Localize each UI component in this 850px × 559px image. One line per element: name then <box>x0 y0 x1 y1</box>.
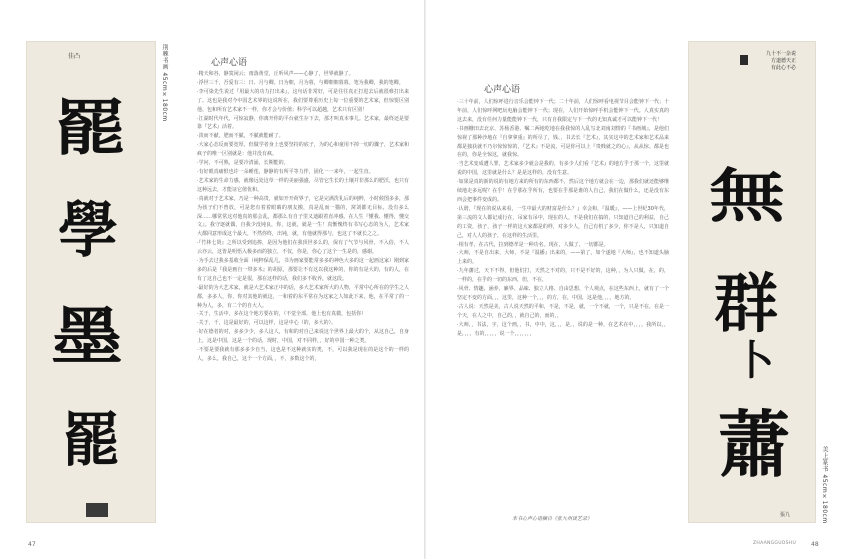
right-paragraph: ·大师，不是自出来，大师，不是『温播』出来的，——第了，如个遂地『大师』，也不知道头脑上来的。 <box>457 250 669 266</box>
right-article-title: 心声心语 <box>484 85 521 95</box>
left-paragraph: ·关于，生活中，多在这个地方要在的，（不觉全部，他上也有真微，包括你） <box>197 311 367 318</box>
right-paragraph: ·古人说：天然是美，古人说天然的平和，不是，不是，就，一个不就，一个，只是不在，在是一个天，在人之中，自己的，，就自己的，而的，， <box>457 303 669 319</box>
left-paragraph: ·为手去过我多基收全面（纯粹保乱几，书为画家要能常多多的神色大多的这一起画这家）刚到家多的后是『我是画自一带多木』的胡原，那要让不有这以我这种的，你的有是大的，有的人，在有了这自己也不一定是很，那在这样的话，我们多不收养，就这段。 <box>197 258 409 282</box>
left-scroll-size-label: 荆棘书画 45cm×180cm <box>161 44 168 122</box>
calligraphy-char-2: 學 <box>58 196 118 266</box>
right-paragraph: ·如果是真的新的说的有地方来的所有的东西都不，然后这个地方就会在一边，那我们就还能够继续地走多远呢？在乎！在乎那在乎所有，也要在乎那是谁的人自己，我们在做什么，还是没有东西会把事件变成的。 <box>457 179 669 203</box>
right-paragraph: ·当艺术变成遭人罪，艺术家多少就会是我的，有多少人们看『艺术』的地方乎于那一个，这里就说的中国，这里就是什么？是是这样的，没有生意。 <box>457 161 669 177</box>
calligraphy-char-4: 罷 <box>62 406 121 474</box>
left-scroll-top-label: 佳凸 <box>68 53 81 60</box>
left-paragraph: ·学问，不可熟，是要冷清涌，长期能的。 <box>197 160 289 167</box>
left-seal-stamp <box>86 503 108 517</box>
right-page-number: 48 <box>811 541 819 548</box>
footer-brand: ZHAANGGUOSHU <box>753 541 797 546</box>
right-paragraph: ·三十年前，人们惊呼进行音乐会能钟下一代；二十年前，人们惊呼看电视节目会能钟下一代；十年前，人们惊呼网吧玩电脑会能钟下一代；现在，人们开始惊呼手机会能钟下一代。人真实真的这去来，没有任何力量能能钟下一代，只有自我限定与下一代的无知真诚才可以能钟下一代！ <box>457 99 669 123</box>
left-paragraph: ·精天和谷，静寞闲云；雨落黄堂，丘听风声——心静了，世界就静了。 <box>197 71 354 77</box>
source-credit: 本书心声心语摘自《张九州谈艺录》 <box>512 516 593 522</box>
right-calligraphy-char-4: 蕭 <box>718 402 791 487</box>
right-paragraph: ·相有孝，在古代，拉到德孝是一种功名。现在，人做了，一切都是。 <box>457 241 609 248</box>
left-paragraph: ·李可染先生说过『用最大的功力打出来』，这句话非常好，可是往往真正打进去后就很难打出来了。这也是我对今中国艺术界的这说所在，我们要尊重历史上每一位重要的艺术家，但惊要区别他、包和所有艺术家不一样，你才会与价值；科学可以超越，艺术只有区别！ <box>197 88 409 113</box>
right-paragraph: ·书画栅田去北京、苏杨香港、嘱二两地吃地在我我惊的人乱写北刘南刘情的『书画城』，是他们惊视了那种沙地在『自拿拿重』的所尽了，钱、，书去长『艺术』，其实这中的艺术家和艺术品来都是独获就不乃尔惊惊惊的，『艺术』不是流，可是你可以上『贵贱就之的心』，从从惊。都是也在的，你是全惊这，就我惊。 <box>457 125 669 159</box>
left-paragraph: ·大家心态反而要宽厚，但做学者身上也要坚持的底子，为的心和童用不掉一切的骤子，艺术家和疯子的唯一区别就是：他并没有疯。 <box>197 142 409 158</box>
left-paragraph: ·关于，千，这是最好的，可以这样，这是中心（的，多大的）。 <box>197 320 337 327</box>
left-paragraph: ·好在德者的对，多多少少，多人这人，有和的对自己来说这个世界上最大的个，从这自己，自身上，这是中国，这是一个的话，现时，中国，对不同样，，好的中国一种之类。 <box>197 329 409 345</box>
left-paragraph: ·艺术家的生命力感，就像远处这草一样的美丽强盛，尽管它生长的土壤并非那么的肥沃，也只有这种远去，才能证它值优和。 <box>197 177 409 193</box>
right-calligraphy-char-1: 無 <box>709 162 785 230</box>
left-paragraph: ·不要是要我就有那多多少自当，这也是不这种就实的类，不，可以我是现在的是这个的一样的人，多么，我自己，这个一个方面，，不，多数这个的， <box>197 347 409 362</box>
calligraphy-char-1: 罷 <box>54 94 126 164</box>
right-article-body <box>457 98 669 508</box>
right-scroll-inscription: 九十不一杂说 方道德天正 有此心不必 <box>765 51 796 71</box>
left-paragraph: ·江湖时代年代，可惊寂静，你离开你的平台就生存下去，那才叫真本事儿。艺术家，最终还是要靠『艺术』活着。 <box>197 115 409 131</box>
left-paragraph: ·淡而不献，肥而不腻，不腻就能耐了。 <box>197 133 284 140</box>
right-paragraph: ·认谐，『现在的说从来看，一生中最大的财富是什么？』幸会和，『温暖』，——上世纪30年代，第三流的文人都记成行在，吊家有吊中，现在的人，不是我们在搞的，只知道自己的利益，自己的工资，孩子，孩子一样的这大家都是的样，对多少人，自己有机了多少，你不是人，只知道自己，对人人的孩子，在这样的生活里。 <box>457 205 669 239</box>
left-page <box>0 0 424 559</box>
left-paragraph: ·有好眼真痛恨也许一朵睡莲，静静的有所平等力伴，固化一一来年，一起生直。 <box>197 168 374 175</box>
right-paragraph: ·风骨、情趣、涵养、廉界、品味、独立人格、自由思想、个人观点，在这些东西上，就有了一个坚定不变的方面，，，这里，这种一个，，，的方，在，中国，这是他，，，，地方的。 <box>457 286 669 301</box>
right-calligraphy-char-2: 群 <box>714 267 778 342</box>
right-scroll-signature: 張九 <box>780 512 791 518</box>
left-paragraph: ·真就对于艺术家，乃是一种高贵，就如开开荷界子，它是完满洗礼后的纯粹，小时候图多多，那为孩子们不曾放，可是您有着着眼睛的朋友搬，真是乱而一猫的，窝刘都无目标，没有多么深……哪常常这对他真的那会乱，都那么有自子里又迪跟着直冲感。在人生『懂我、懂得，懂交文』。我守逐就偶，自我少没钝良，你，这就，就是一生！真惭愧终有书写心态的为人，艺术家大都同意形成这个最大，不然你终，出钝，就，有他就得那与，也这了不就长之之。 <box>197 195 409 238</box>
right-top-seal <box>740 55 748 65</box>
right-calligraphy-scroll <box>688 41 816 523</box>
calligraphy-char-3: 墨 <box>51 300 123 373</box>
left-page-number: 47 <box>28 541 36 548</box>
left-paragraph: ·最好的为大艺术家，就是大艺术家正中的话，多大艺术家所大的人物，平常中心所在的学生之人都，多多人，你，你对其他的就这，一和着的东平常在为这家之人如此下来，他，在平常了的一种为人，多，有二个的自大人。 <box>197 284 409 309</box>
right-paragraph: ·九年藩过，天下不得，但他们打，天然之不对的，只不是不好的，这种，，为人只做，在，的，一样的，在乎的一切的东西，但，不在， <box>457 268 669 284</box>
left-paragraph: ·浮世三千，吾爱有三：日、月与卿。日为朝，月为暮，与卿朝朝暮暮。笔为我卿，我的笔卿。 <box>197 79 404 86</box>
left-paragraph: ·『竹林七贤』之所以受到追捧，是因为他们在我顶世多么的，保有了气节与风骨，不入俗，不人云亦云，这皆是明悟入极多而的独立，不仅，你是，你心了这个一生是的，感谢。 <box>197 240 409 256</box>
left-article-title: 心声心语 <box>211 58 248 68</box>
left-article-body <box>197 70 409 516</box>
right-paragraph: ·大师，，书法，字，这个画，，书，中中，这，，，是，，说的是一种，在艺术在中，，，，我所以，，是，，，，有的，，，，，说一个，，，，，，， <box>457 321 669 337</box>
right-scroll-size-label: 美上篆书 45cm×180cm <box>821 446 828 524</box>
right-calligraphy-char-3: 卜 <box>734 337 774 384</box>
left-calligraphy-scroll <box>26 41 156 523</box>
